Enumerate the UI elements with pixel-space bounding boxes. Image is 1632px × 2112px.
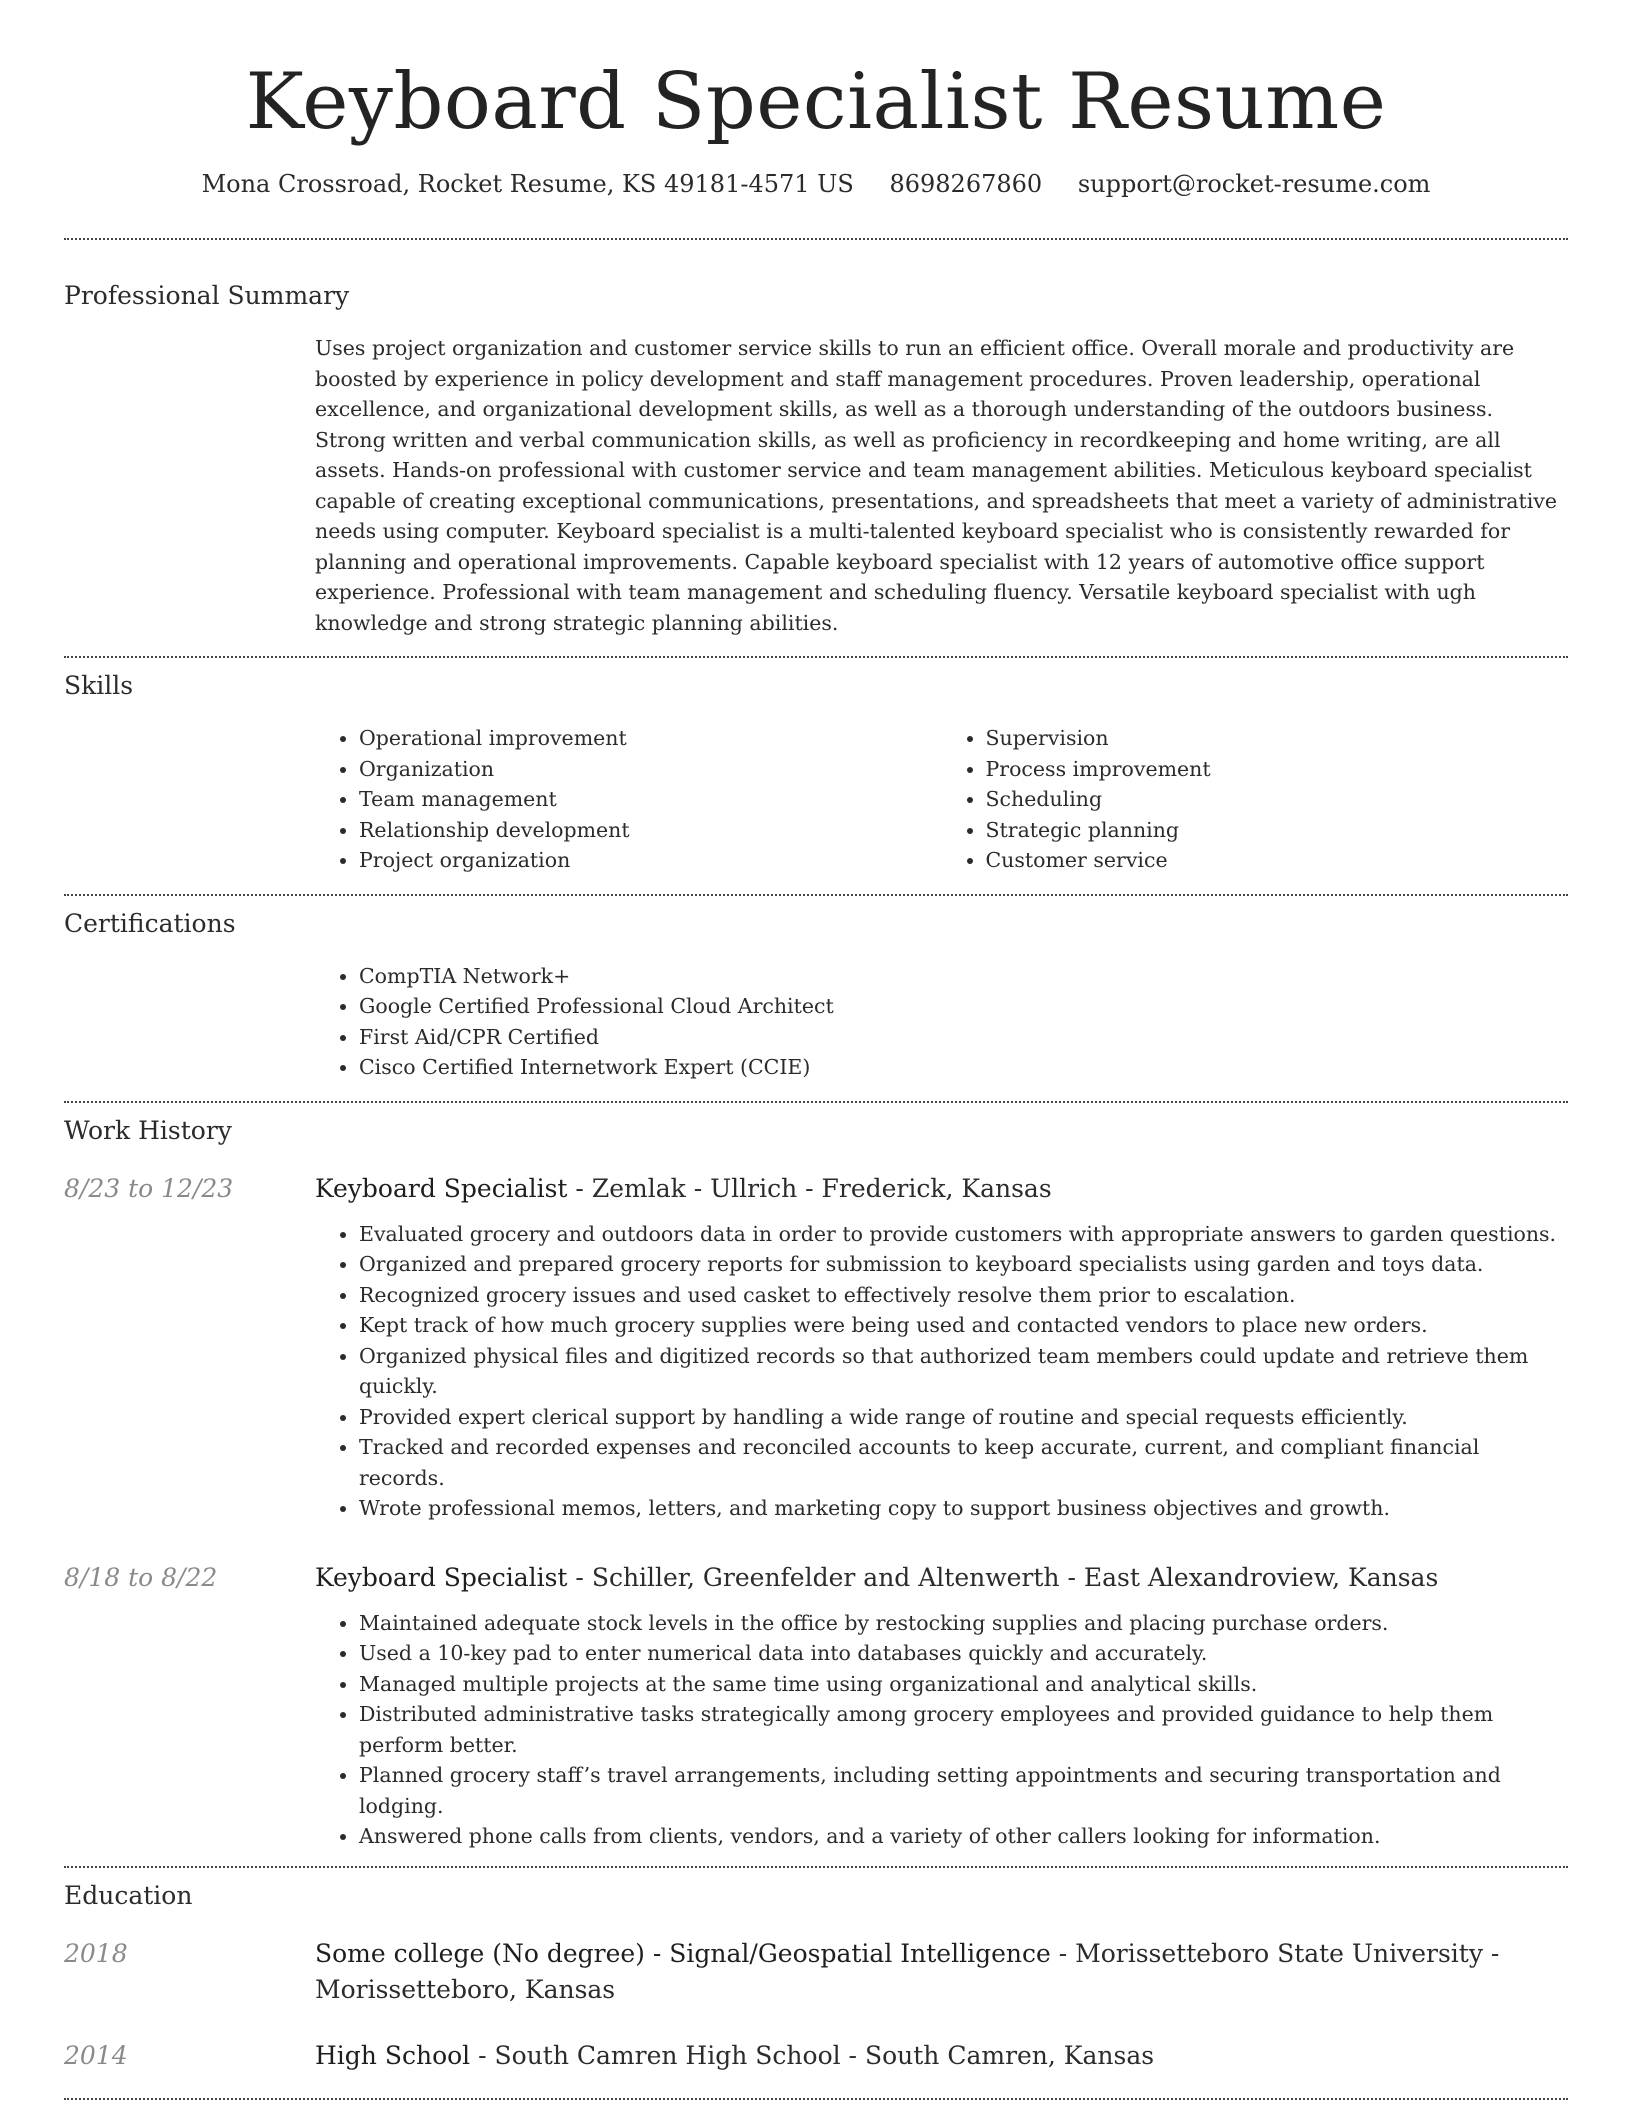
skill-item: • Organization	[359, 754, 942, 785]
job-bullet: • Planned grocery staff’s travel arrangements, including setting appointments and securing transportation and lodging.	[359, 1760, 1568, 1821]
certification-item: • Cisco Certified Internetwork Expert (CCIE)	[359, 1052, 1568, 1083]
job-bullet: • Recognized grocery issues and used casket to effectively resolve them prior to escalation.	[359, 1280, 1568, 1311]
section-divider	[64, 238, 1568, 240]
education-header	[315, 2038, 1154, 2074]
section-divider	[64, 894, 1568, 896]
job-title: Keyboard Specialist	[315, 1173, 568, 1203]
skill-item: • Relationship development	[359, 815, 942, 846]
job-bullet: • Organized and prepared grocery reports for submission to keyboard specialists using garden and toys data.	[359, 1249, 1568, 1280]
job-bullet: • Answered phone calls from clients, vendors, and a variety of other callers looking for information.	[359, 1821, 1568, 1852]
skills-column-left	[315, 723, 942, 876]
job-entry	[64, 1171, 1568, 1207]
job-bullet: • Provided expert clerical support by handling a wide range of routine and special requests efficiently.	[359, 1402, 1568, 1433]
job-details: - Schiller, Greenfelder and Altenwerth - East Alexandroview, Kansas	[567, 1562, 1439, 1592]
education-details: - South Camren High School - South Camren, Kansas	[470, 2040, 1155, 2070]
page-title: Keyboard Specialist Resume	[245, 57, 1387, 147]
section-divider	[64, 1866, 1568, 1868]
education-date: 2014	[64, 2040, 128, 2070]
certifications-list	[315, 961, 1568, 1083]
job-details: - Zemlak - Ullrich - Frederick, Kansas	[567, 1173, 1052, 1203]
skill-item: • Project organization	[359, 845, 942, 876]
contact-phone: 8698267860	[889, 170, 1043, 198]
certification-item: • CompTIA Network+	[359, 961, 1568, 992]
education-entry	[64, 1936, 1568, 2008]
skill-item: • Operational improvement	[359, 723, 942, 754]
education-header	[315, 1936, 1568, 2008]
job-bullet: • Distributed administrative tasks strategically among grocery employees and provided guidance to help them perform better.	[359, 1699, 1568, 1760]
contact-email: support@rocket-resume.com	[1077, 170, 1431, 198]
skills-heading: Skills	[64, 671, 134, 700]
skill-item: • Scheduling	[986, 784, 1569, 815]
skill-item: • Supervision	[986, 723, 1569, 754]
job-bullet: • Wrote professional memos, letters, and marketing copy to support business objectives and growth.	[359, 1493, 1568, 1524]
contact-line	[64, 168, 1568, 200]
job-bullet: • Maintained adequate stock levels in the office by restocking supplies and placing purchase orders.	[359, 1608, 1568, 1639]
job-date: 8/23 to 12/23	[64, 1173, 234, 1203]
certification-item: • Google Certified Professional Cloud Architect	[359, 991, 1568, 1022]
job-header	[315, 1560, 1438, 1596]
certification-item: • First Aid/CPR Certified	[359, 1022, 1568, 1053]
skill-item: • Strategic planning	[986, 815, 1569, 846]
summary-text: Uses project organization and customer service skills to run an efficient office. Overall morale and productivity are boosted by experience in policy development and staff management procedures. Proven leadership, operational excellence, and organizational development skills, as well as a thorough understanding of the outdoors business. Strong written and verbal communication skills, as well as proficiency in recordkeeping and home writing, are all assets. Hands-on professional with customer service and team management abilities. Meticulous keyboard specialist capable of creating exceptional communications, presentations, and spreadsheets that meet a variety of administrative needs using computer. Keyboard specialist is a multi-talented keyboard specialist who is consistently rewarded for planning and operational improvements. Capable keyboard specialist with 12 years of automotive office support experience. Professional with team management and scheduling fluency. Versatile keyboard specialist with ugh knowledge and strong strategic planning abilities.	[315, 336, 1557, 635]
education-entry	[64, 2038, 1568, 2074]
skill-item: • Team management	[359, 784, 942, 815]
job-entry	[64, 1560, 1568, 1596]
certifications-heading: Certifications	[64, 908, 236, 938]
contact-address: Mona Crossroad, Rocket Resume, KS 49181-4571 US	[201, 170, 854, 198]
job-date: 8/18 to 8/22	[64, 1562, 218, 1592]
job-bullet: • Evaluated grocery and outdoors data in order to provide customers with appropriate answers to garden questions.	[359, 1219, 1568, 1250]
section-divider	[64, 1101, 1568, 1103]
skills-list	[315, 723, 1568, 876]
work-history-heading: Work History	[64, 1115, 232, 1145]
job-bullet: • Kept track of how much grocery supplies were being used and contacted vendors to place new orders.	[359, 1310, 1568, 1341]
education-details: - Morissetteboro State University - Morissetteboro, Kansas	[315, 1938, 1500, 2004]
skill-item: • Process improvement	[986, 754, 1569, 785]
job-bullet: • Used a 10-key pad to enter numerical data into databases quickly and accurately.	[359, 1638, 1568, 1669]
education-date: 2018	[64, 1938, 128, 1968]
section-divider	[64, 656, 1568, 658]
summary-heading: Professional Summary	[64, 281, 350, 310]
job-bullet: • Organized physical files and digitized records so that authorized team members could update and retrieve them quickly.	[359, 1341, 1568, 1402]
job-bullet: • Tracked and recorded expenses and reconciled accounts to keep accurate, current, and compliant financial records.	[359, 1432, 1568, 1493]
education-degree: High School	[315, 2040, 471, 2070]
education-heading: Education	[64, 1880, 193, 1910]
job-bullet: • Managed multiple projects at the same time using organizational and analytical skills.	[359, 1669, 1568, 1700]
education-degree: Some college (No degree) - Signal/Geospatial Intelligence	[315, 1938, 1051, 1968]
section-divider	[64, 2098, 1568, 2100]
skill-item: • Customer service	[986, 845, 1569, 876]
job-title: Keyboard Specialist	[315, 1562, 568, 1592]
skills-column-right	[942, 723, 1569, 876]
job-bullets	[315, 1608, 1568, 1852]
job-header	[315, 1171, 1052, 1207]
job-bullets	[315, 1219, 1568, 1524]
